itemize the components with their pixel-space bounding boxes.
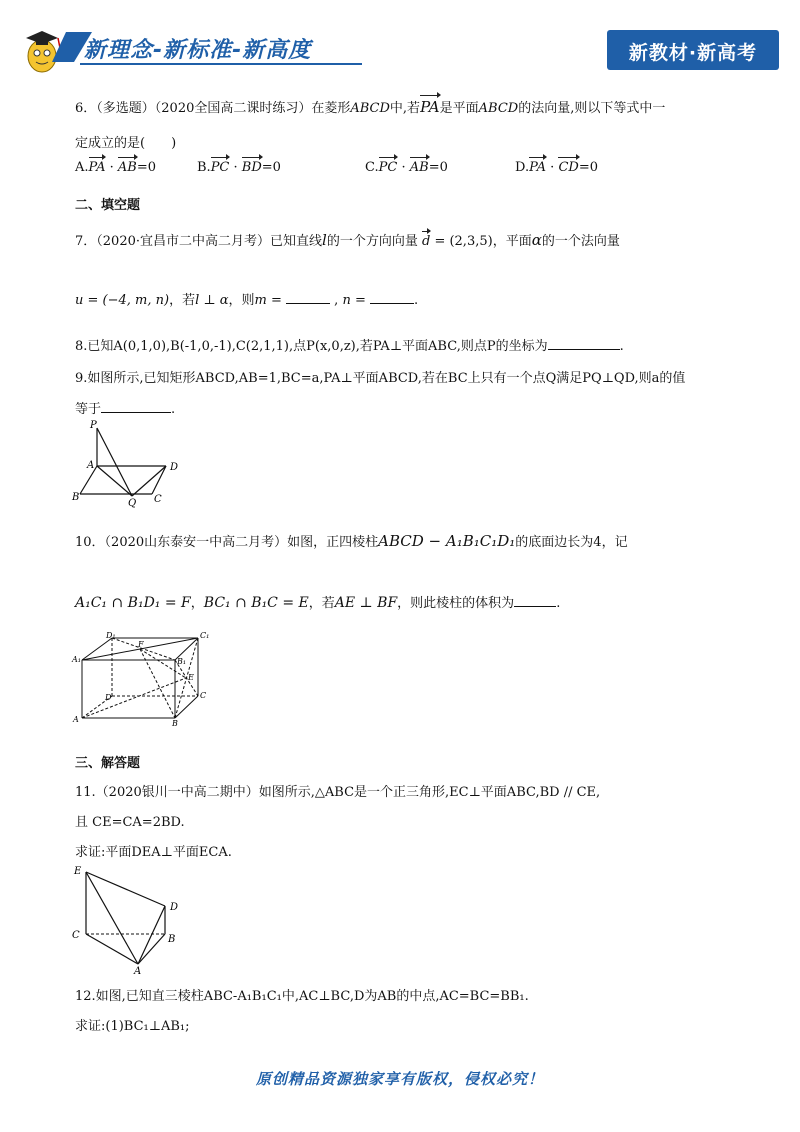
q9-figure	[70, 418, 190, 508]
q10-figure	[70, 630, 210, 730]
q6-option-d[interactable]: D.PA · CD=0	[515, 160, 598, 175]
q12-line1: 12.如图,已知直三棱柱ABC-A₁B₁C₁中,AC⊥BC,D为AB的中点,AC=BC=BB₁.	[75, 989, 529, 1004]
q6-line2: 定成立的是( )	[75, 136, 177, 151]
q10-label-e: E	[188, 673, 194, 682]
q7-line1: 7．（2020·宜昌市二中高二月考）已知直线l的一个方向向量 d = (2,3,5)，平面α的一个法向量	[75, 231, 620, 249]
q7-blank-n[interactable]	[370, 291, 414, 304]
q10-label-a1: A₁	[72, 655, 81, 664]
q10-label-d: D	[105, 693, 112, 702]
q8-line: 8.已知A(0,1,0),B(-1,0,-1),C(2,1,1),点P(x,0,z),若PA⊥平面ABC,则点P的坐标为 .	[75, 339, 624, 354]
brand-text: 新教材·新高考	[628, 42, 758, 64]
q11-label-d: D	[170, 902, 179, 913]
q11-label-b: B	[168, 934, 176, 945]
q6-line1: 6．（多选题）（2020全国高二课时练习）在菱形ABCD中,若PA是平面ABCD的法向量,则以下等式中一	[75, 98, 666, 116]
q11-label-a: A	[134, 966, 142, 977]
q11-label-c: C	[72, 930, 80, 941]
q9-line2: 等于 .	[75, 402, 176, 417]
q10-label-a: A	[73, 715, 79, 724]
slogan: 新理念-新标准-新高度	[84, 38, 312, 63]
q6-option-b[interactable]: B.PC · BD=0	[197, 160, 281, 175]
q6-option-a[interactable]: A.PA · AB=0	[75, 160, 157, 175]
vector-pa: PA	[420, 98, 440, 116]
q6-option-c[interactable]: C.PC · AB=0	[365, 160, 448, 175]
q7-line2: u = (−4, m, n)，若l ⊥ α，则m = , n = .	[75, 293, 419, 308]
q10-label-b1: B₁	[177, 657, 187, 666]
section-fill-in-title: 二、填空题	[75, 198, 141, 213]
copyright-footer: 原创精品资源独家享有版权，侵权必究！	[255, 1070, 544, 1088]
q11-line1: 11.（2020银川一中高二期中）如图所示,△ABC是一个正三角形,EC⊥平面ABC,BD // CE,	[75, 785, 601, 800]
q9-label-d: D	[170, 462, 179, 473]
q9-line1: 9.如图所示,已知矩形ABCD,AB=1,BC=a,PA⊥平面ABCD,若在BC上只有一个点Q满足PQ⊥QD,则a的值	[75, 371, 686, 386]
q9-label-p: P	[90, 420, 97, 431]
section-answer-title: 三、解答题	[75, 756, 141, 771]
q10-label-c: C	[200, 691, 207, 700]
q11-figure	[70, 862, 190, 977]
q10-label-b: B	[172, 719, 178, 728]
q9-label-b: B	[72, 492, 80, 503]
q10-label-f: F	[138, 640, 144, 649]
q10-label-d1: D₁	[106, 631, 116, 640]
q9-label-q: Q	[128, 498, 137, 508]
q8-answer-blank[interactable]	[548, 337, 620, 350]
q12-line2: 求证:(1)BC₁⊥AB₁;	[75, 1019, 190, 1034]
q10-answer-blank[interactable]	[514, 594, 556, 607]
q10-label-c1: C₁	[200, 631, 210, 640]
q7-blank-m[interactable]	[286, 291, 330, 304]
q10-line2: A₁C₁ ∩ B₁D₁ = F，BC₁ ∩ B₁C = E，若AE ⊥ BF，则此棱柱的体积为 .	[75, 595, 561, 611]
brand-badge	[607, 30, 779, 70]
q9-answer-blank[interactable]	[101, 400, 171, 413]
q10-line1: 10．（2020山东泰安一中高二月考）如图，正四棱柱ABCD − A₁B₁C₁D₁的底面边长为4，记	[75, 532, 628, 550]
q11-label-e: E	[74, 866, 82, 877]
q9-label-c: C	[154, 494, 162, 505]
q11-line3: 求证:平面DEA⊥平面ECA.	[75, 845, 232, 860]
q11-line2: 且 CE=CA=2BD.	[75, 815, 185, 830]
q9-label-a: A	[87, 460, 95, 471]
